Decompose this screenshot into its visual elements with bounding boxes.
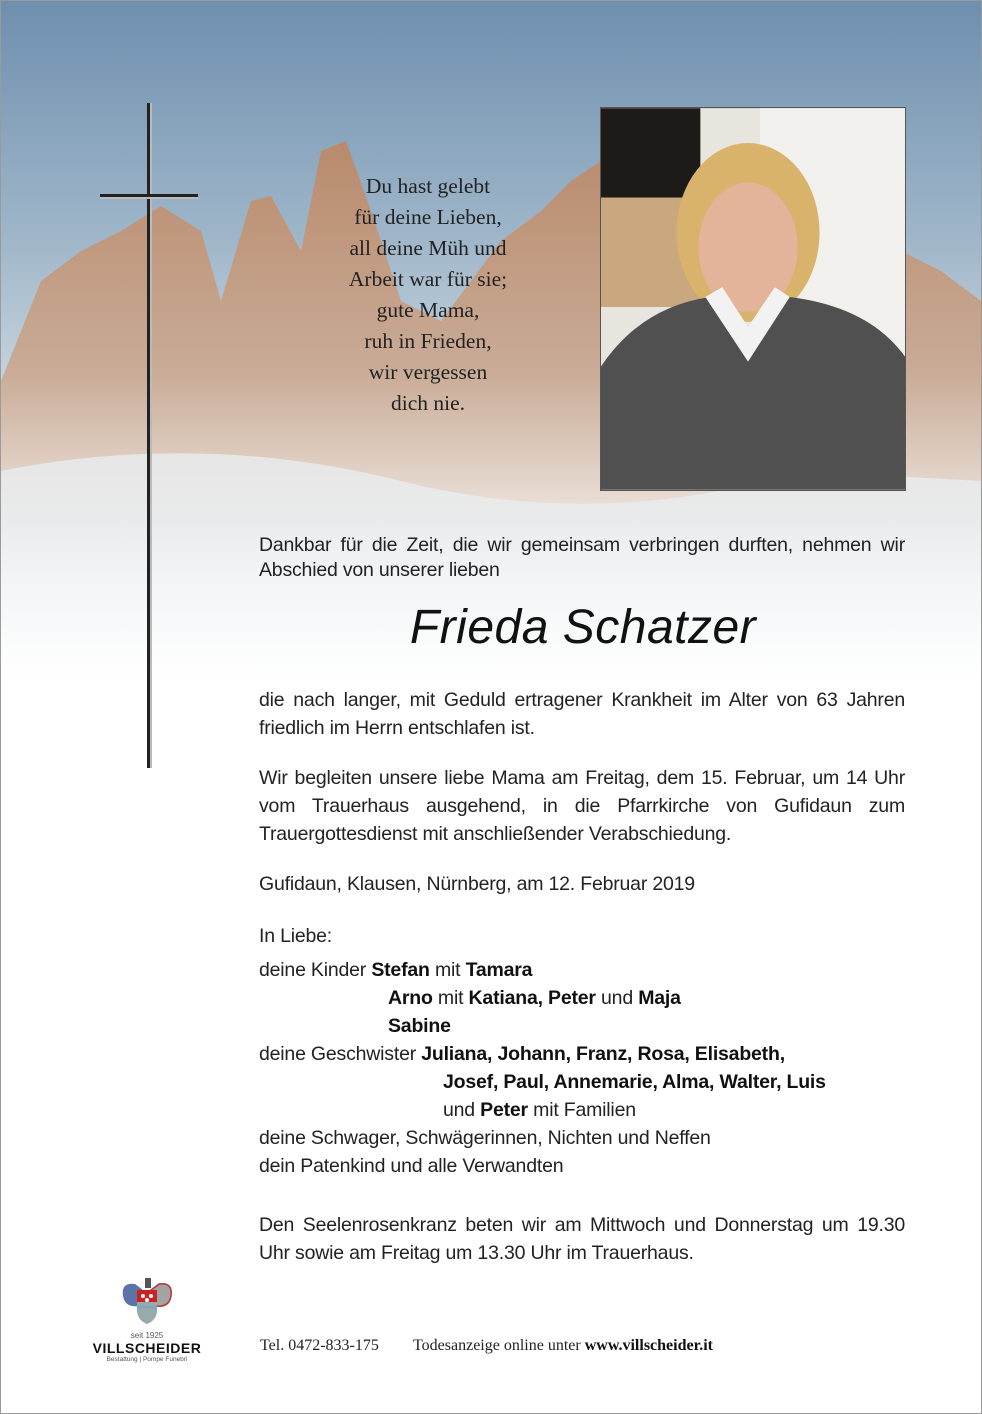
mourners-list [259,956,905,1180]
mourner-line: deine Kinder Stefan mit Tamara [259,959,533,981]
passing-text: die nach langer, mit Geduld ertragener Krankheit im Alter von 63 Jahren friedlich im Herrn entschlafen ist. [259,689,905,739]
mourner-line: dein Patenkind und alle Verwandten [259,1155,564,1177]
mourner-line: Josef, Paul, Annemarie, Alma, Walter, Luis [443,1071,826,1093]
poem-line: wir vergessen [368,360,488,384]
mourner-line: und Peter mit Familien [443,1099,636,1121]
mourner-line: Arno mit Katiana, Peter und Maja [388,987,681,1009]
coat-of-arms-icon [119,1276,175,1326]
poem-line: gute Mama, [376,298,480,322]
villscheider-logo [88,1276,206,1363]
rosary-text: Den Seelenrosenkranz beten wir am Mittwoch und Donnerstag um 19.30 Uhr sowie am Freitag um 13.30 Uhr im Trauerhaus. [259,1214,905,1264]
website-link[interactable]: www.villscheider.it [584,1337,713,1354]
footer-online: Todesanzeige online unter www.villscheider.it [413,1337,713,1354]
intro-text: Dankbar für die Zeit, die wir gemeinsam verbringen durften, nehmen wir Abschied von unserer lieben [259,534,905,581]
poem-line: für deine Lieben, [354,205,502,229]
logo-name: VILLSCHEIDER [92,1340,202,1356]
in-love-label: In Liebe: [259,925,333,947]
mourner-line: deine Geschwister Juliana, Johann, Franz, Rosa, Elisabeth, [259,1043,785,1065]
footer-phone: Tel. 0472-833-175 [260,1337,379,1354]
poem-line: all deine Müh und [349,236,507,260]
cross-vertical-bar [147,103,150,768]
logo-since: seit 1925 [130,1331,164,1340]
funeral-text: Wir begleiten unsere liebe Mama am Freitag, dem 15. Februar, um 14 Uhr vom Trauerhaus ausgehend, in die Pfarrkirche von Gufidaun zum Trauergottesdienst mit anschließender Verabschiedung. [259,767,905,845]
place-date: Gufidaun, Klausen, Nürnberg, am 12. Februar 2019 [259,873,695,895]
mourner-line: deine Schwager, Schwägerinnen, Nichten und Neffen [259,1127,711,1149]
poem-line: ruh in Frieden, [364,329,492,353]
logo-subtitle: Bestattung | Pompe Funebri [106,1356,188,1363]
portrait-photo [600,107,906,491]
cross-horizontal-bar [100,194,198,197]
memorial-poem [300,171,556,419]
poem-line: Du hast gelebt [365,174,491,198]
poem-line: Arbeit war für sie; [348,267,508,291]
deceased-name: Frieda Schatzer [409,601,757,654]
poem-line: dich nie. [390,391,466,415]
mourner-line: Sabine [388,1015,451,1037]
